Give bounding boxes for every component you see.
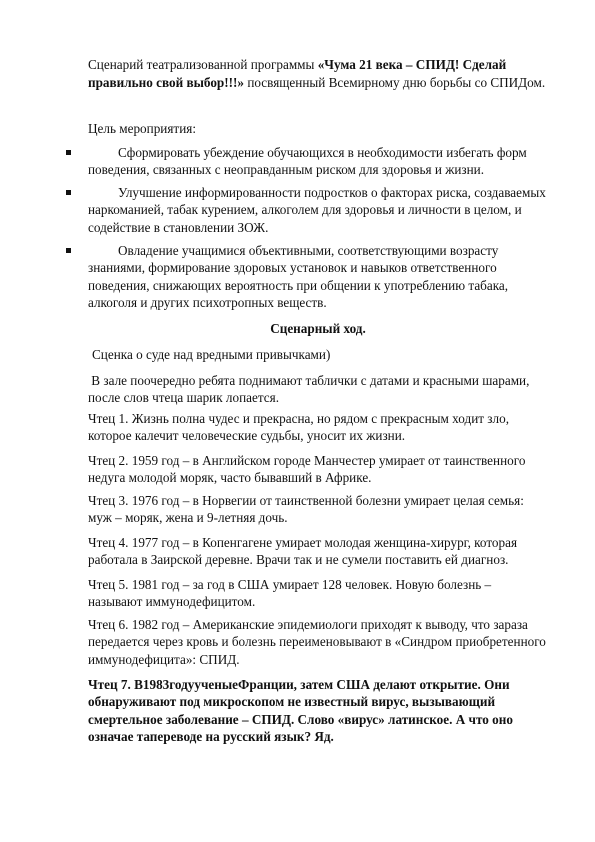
goal-item: Овладение учащимися объективными, соответствующими возрасту знаниями, формирование здоровых установок и навыков ответственного поведения, снижающих вероятность при общении к употреблению табака, алкоголя и других психотропных веществ.: [88, 243, 509, 311]
reader-paragraph: Чтец 1. Жизнь полна чудес и прекрасна, но рядом с прекрасным ходит зло, которое калечит человеческие судьбы, уносит их жизни.: [88, 411, 509, 444]
bullet-icon: [66, 148, 74, 156]
bullet-icon: [66, 246, 74, 254]
program-title: [88, 56, 548, 92]
bullet-icon: [66, 188, 74, 196]
title-prefix: Сценарий театрализованной программы: [88, 57, 318, 72]
reader-7-paragraph: Чтец 7. В1983годуученыеФранции, затем США делают открытие. Они обнаруживают под микроскопом не известный вирус, вызывающий смертельное заболевание – СПИД. Слово «вирус» латинское. А что оно означае тапереводе на русский язык? Яд.: [88, 677, 513, 745]
intro-paragraph: В зале поочередно ребята поднимают таблички с датами и красными шарами, после слов чтеца шарик лопается.: [88, 373, 530, 406]
goal-item: Сформировать убеждение обучающихся в необходимости избегать форм поведения, связанных с неоправданным риском для здоровья и жизни.: [88, 145, 527, 178]
reader-paragraph: Чтец 2. 1959 год – в Английском городе Манчестер умирает от таинственного недуга молодой моряк, часто бывавший в Африке.: [88, 453, 526, 486]
goals-heading: Цель мероприятия:: [88, 121, 196, 136]
scenario-heading: Сценарный ход.: [270, 321, 366, 336]
title-suffix: посвященный Всемирному дню борьбы со СПИДом.: [244, 75, 546, 90]
scene-note: Сценка о суде над вредными привычками): [92, 347, 331, 362]
reader-paragraph: Чтец 5. 1981 год – за год в США умирает 128 человек. Новую болезнь – называют иммунодефицитом.: [88, 577, 492, 610]
title-bold: «Чума 21 века – СПИД! Сделай правильно свой выбор!!!»: [88, 57, 507, 90]
reader-paragraph: Чтец 4. 1977 год – в Копенгагене умирает молодая женщина-хирург, которая работала в Заирской деревне. Врачи так и не сумели поставить ей диагноз.: [88, 535, 518, 568]
reader-paragraph: Чтец 6. 1982 год – Американские эпидемиологи приходят к выводу, что зараза передается через кровь и болезнь переименовывают в «Синдром приобретенного иммунодефицита»: СПИД.: [88, 617, 546, 667]
goal-item: Улучшение информированности подростков о факторах риска, создаваемых наркоманией, табак курением, алкоголем для здоровья и личности в целом, и содействие в становлении ЗОЖ.: [88, 185, 546, 235]
reader-paragraph: Чтец 3. 1976 год – в Норвегии от таинственной болезни умирает целая семья: муж – моряк, жена и 9-летняя дочь.: [88, 493, 524, 526]
